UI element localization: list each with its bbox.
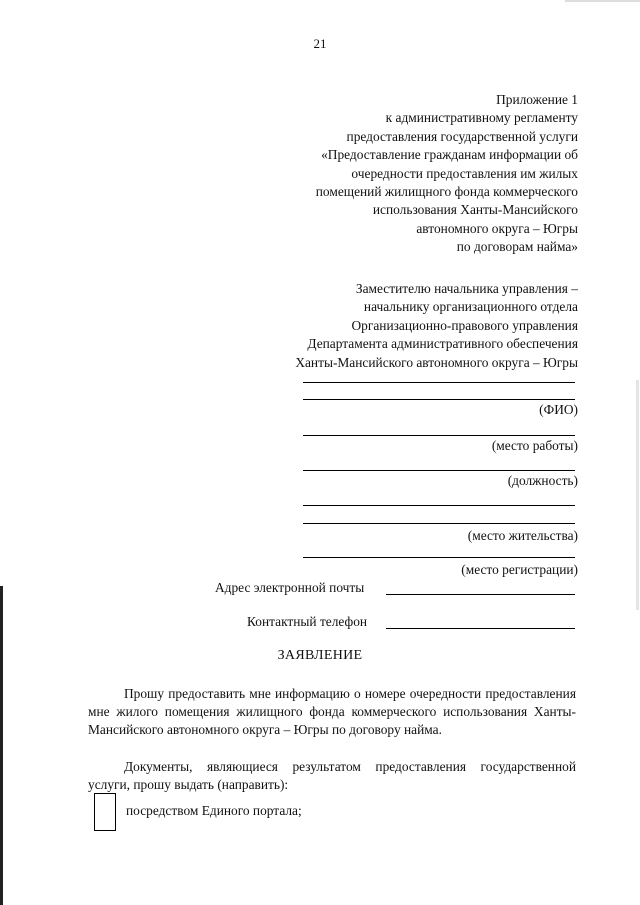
work-place-caption: (место работы) [491, 438, 578, 453]
appendix-line: помещений жилищного фонда коммерческого [315, 184, 578, 200]
appendix-line: очередности предоставления им жилых [351, 165, 578, 181]
phone-label: Контактный телефон [247, 614, 368, 629]
addressee-line: Заместителю начальника управления – [355, 281, 578, 296]
appendix-header [238, 91, 578, 257]
fio-line-2[interactable] [303, 399, 575, 400]
portal-checkbox[interactable] [94, 793, 116, 831]
addressee-line: Департамента административного обеспечения [307, 336, 578, 352]
appendix-line: к административному регламенту [385, 110, 578, 126]
addressee-line: Ханты-Мансийского автономного округа – Югры [295, 354, 578, 370]
portal-option-label: посредством Единого портала; [126, 803, 302, 818]
addressee-line: Организационно-правового управления [351, 317, 578, 333]
appendix-line: Приложение 1 [496, 92, 578, 107]
request-paragraph: Прошу предоставить мне информацию о номере очередности предоставления мне жилого помещения жилищного фонда коммерческого использования Ханты-Мансийского автономного округа – Югры по договору найма. [88, 686, 576, 738]
scan-edge-right [636, 380, 639, 610]
registration-caption: (место регистрации) [461, 562, 578, 577]
fio-line-1[interactable] [303, 382, 575, 383]
appendix-line: использования Ханты-Мансийского [372, 202, 578, 218]
email-label: Адрес электронной почты [215, 580, 365, 595]
position-caption: (должность) [507, 473, 578, 488]
email-field[interactable] [386, 594, 575, 595]
addressee-block [218, 280, 578, 372]
residence-line-2[interactable] [303, 523, 575, 524]
residence-caption: (место жительства) [467, 528, 578, 543]
fio-caption: (ФИО) [539, 402, 578, 417]
registration-line[interactable] [303, 557, 575, 558]
document-title: ЗАЯВЛЕНИЕ [277, 648, 363, 663]
appendix-line: автономного округа – Югры [416, 220, 578, 236]
appendix-line: «Предоставление гражданам информации об [321, 147, 578, 163]
appendix-line: предоставления государственной услуги [346, 128, 578, 144]
work-place-line[interactable] [303, 435, 575, 436]
addressee-line: начальнику организационного отдела [363, 299, 578, 315]
page-number: 21 [313, 36, 327, 51]
position-line[interactable] [303, 470, 575, 471]
appendix-line: по договорам найма» [456, 239, 578, 255]
result-delivery-paragraph: Документы, являющиеся результатом предоставления государственной услуги, прошу выдать (направить): [88, 759, 576, 793]
phone-field[interactable] [386, 628, 575, 629]
scan-edge-top [565, 0, 640, 2]
scan-margin-bar [0, 586, 3, 905]
residence-line-1[interactable] [303, 505, 575, 506]
